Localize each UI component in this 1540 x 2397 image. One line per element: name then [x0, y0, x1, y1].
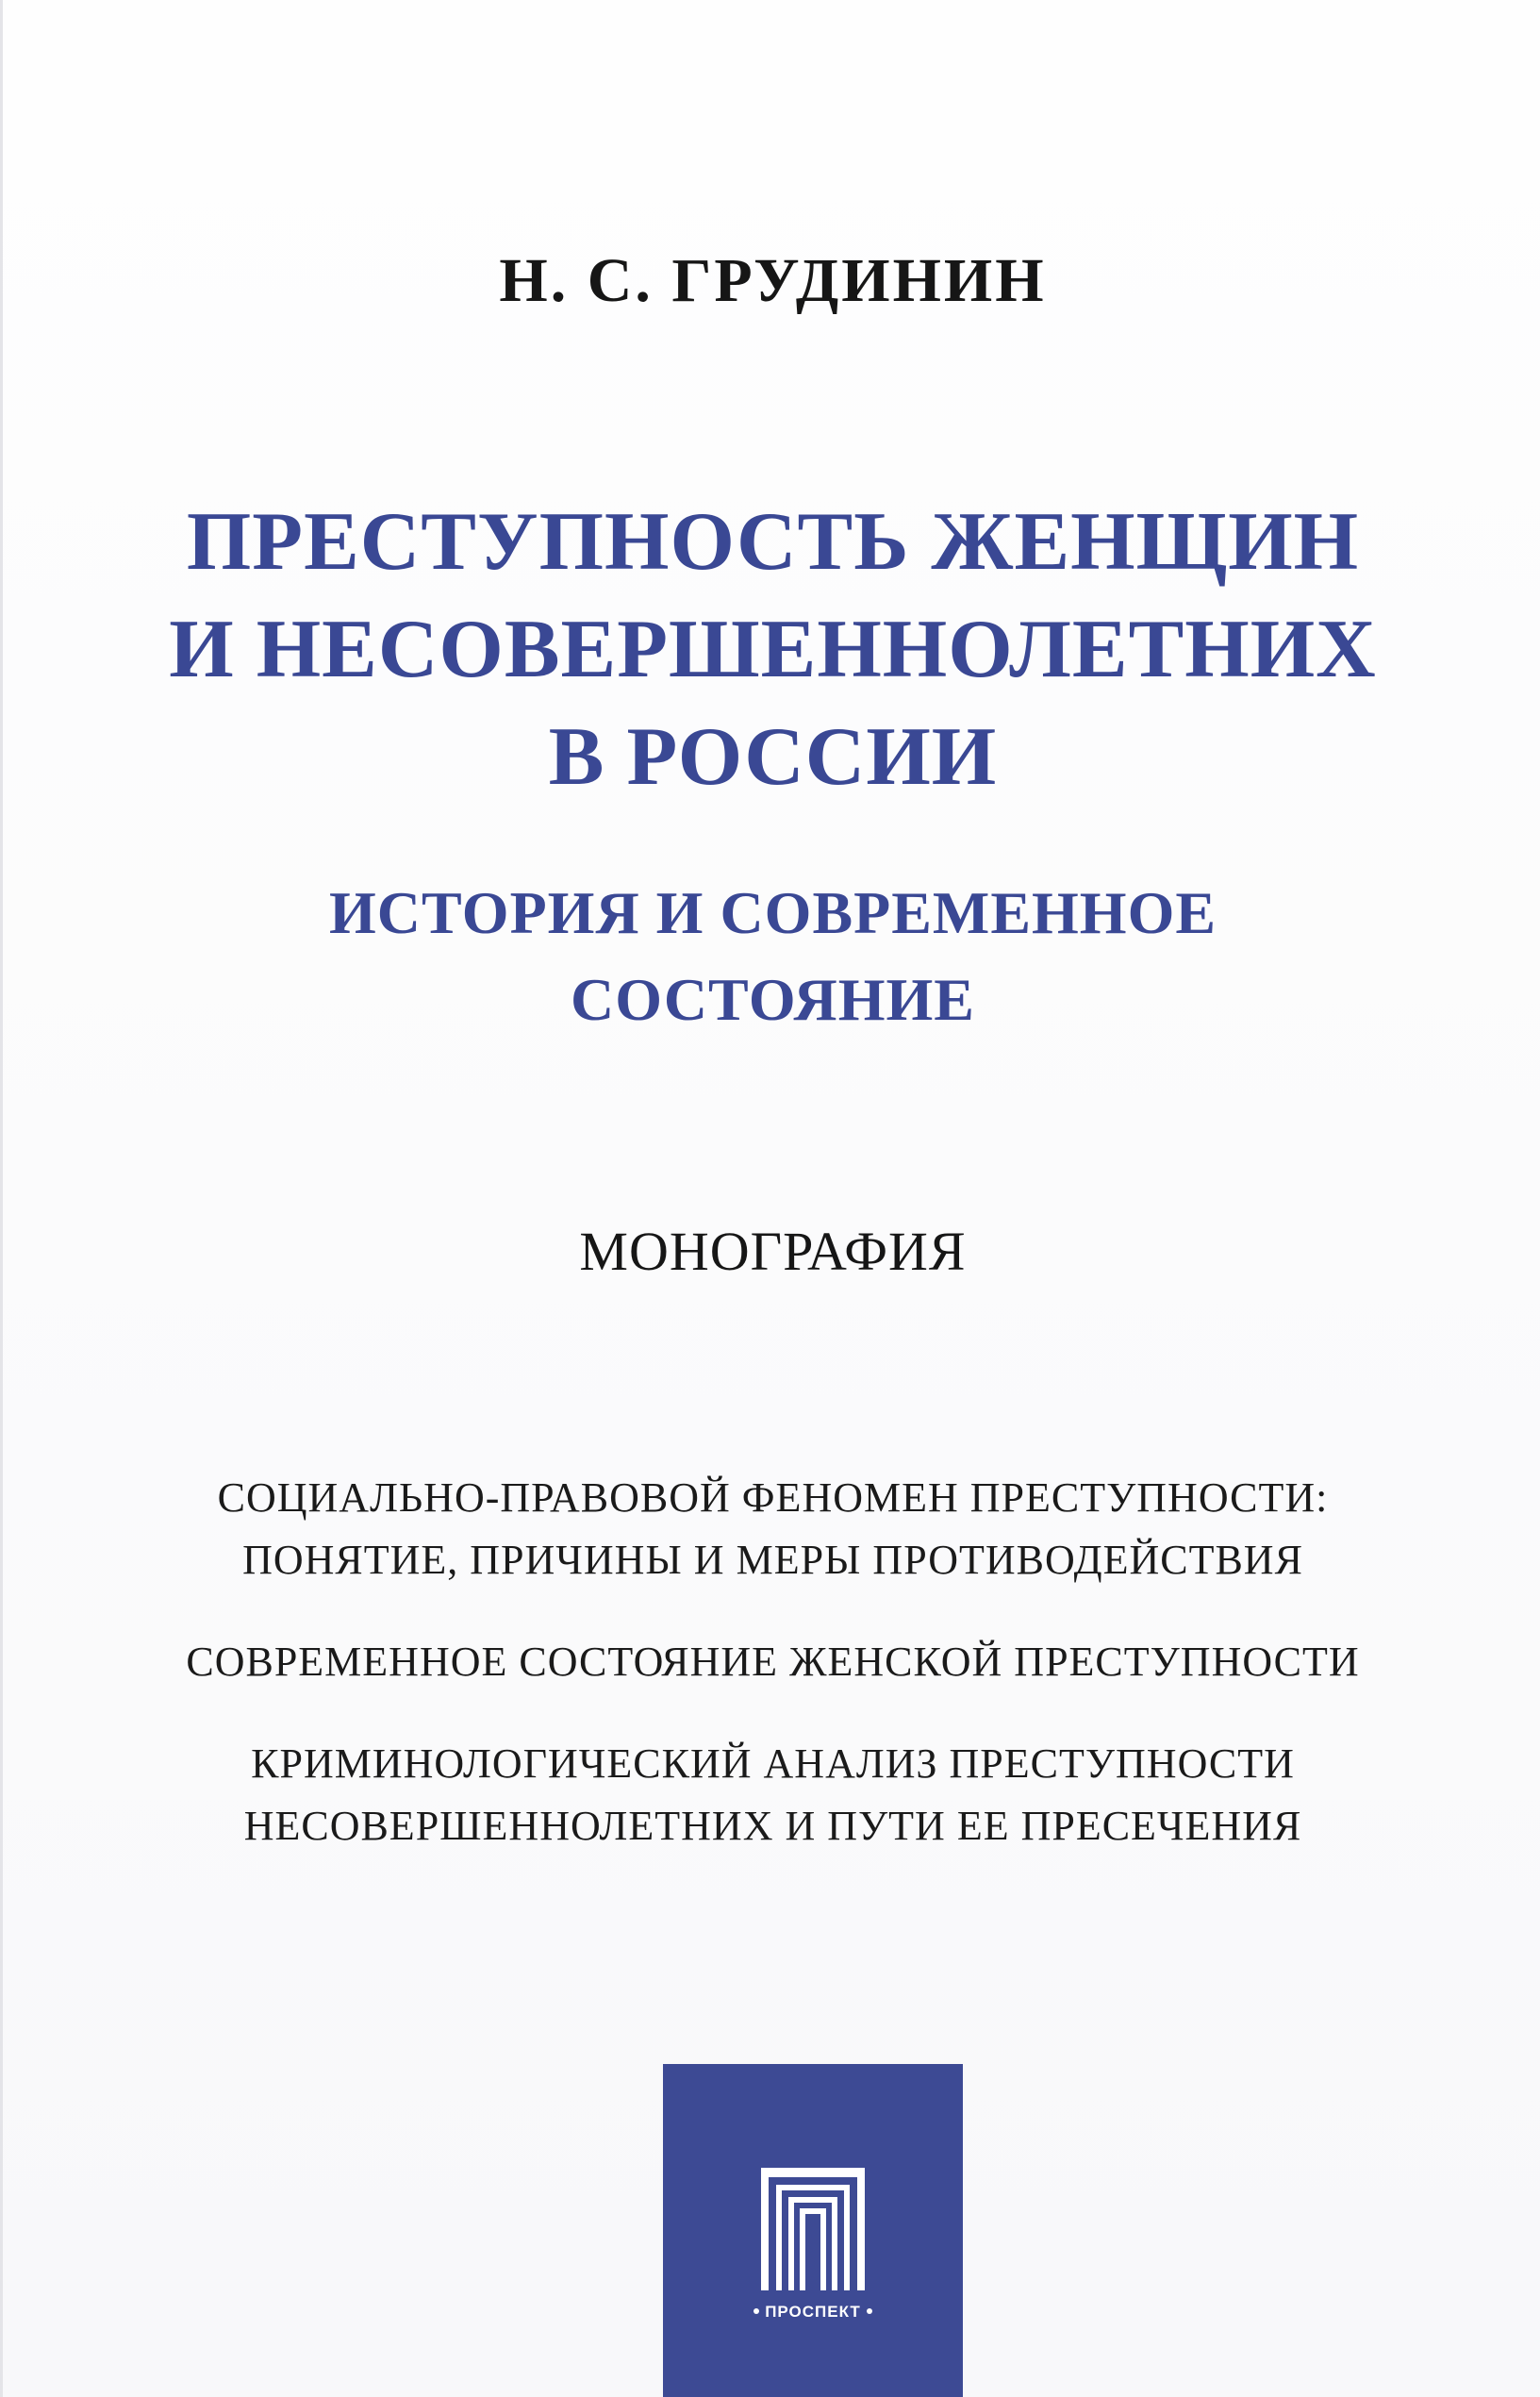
subtitle-line: СОСТОЯНИЕ — [571, 966, 975, 1033]
dot-icon — [753, 2308, 759, 2314]
topic-line: КРИМИНОЛОГИЧЕСКИЙ АНАЛИЗ ПРЕСТУПНОСТИ — [251, 1740, 1295, 1787]
publisher-logo — [663, 2064, 963, 2397]
topic-line: ПОНЯТИЕ, ПРИЧИНЫ И МЕРЫ ПРОТИВОДЕЙСТВИЯ — [242, 1537, 1303, 1583]
dot-icon — [867, 2308, 872, 2314]
book-subtitle — [3, 870, 1540, 1043]
topic-line: СОВРЕМЕННОЕ СОСТОЯНИЕ ЖЕНСКОЙ ПРЕСТУПНОСТИ — [186, 1639, 1360, 1685]
title-line: И НЕСОВЕРШЕННОЛЕТНИХ — [169, 604, 1377, 695]
title-line: В РОССИИ — [548, 711, 998, 803]
building-arch-icon — [761, 2168, 865, 2290]
topic-item — [3, 1467, 1540, 1591]
title-line: ПРЕСТУПНОСТЬ ЖЕНЩИН — [186, 496, 1360, 588]
book-title — [3, 489, 1540, 811]
topic-line: СОЦИАЛЬНО-ПРАВОВОЙ ФЕНОМЕН ПРЕСТУПНОСТИ: — [217, 1474, 1329, 1521]
genre-label: МОНОГРАФИЯ — [579, 1221, 967, 1282]
author-name: Н. С. ГРУДИНИН — [499, 246, 1047, 315]
topic-line: НЕСОВЕРШЕННОЛЕТНИХ И ПУТИ ЕЕ ПРЕСЕЧЕНИЯ — [243, 1803, 1302, 1849]
topics-list — [3, 1467, 1540, 1897]
topic-item — [3, 1631, 1540, 1693]
publisher-name: ПРОСПЕКТ — [765, 2303, 861, 2321]
subtitle-line: ИСТОРИЯ И СОВРЕМЕННОЕ — [328, 879, 1217, 946]
publisher-name-row — [663, 2302, 963, 2322]
topic-item — [3, 1733, 1540, 1857]
